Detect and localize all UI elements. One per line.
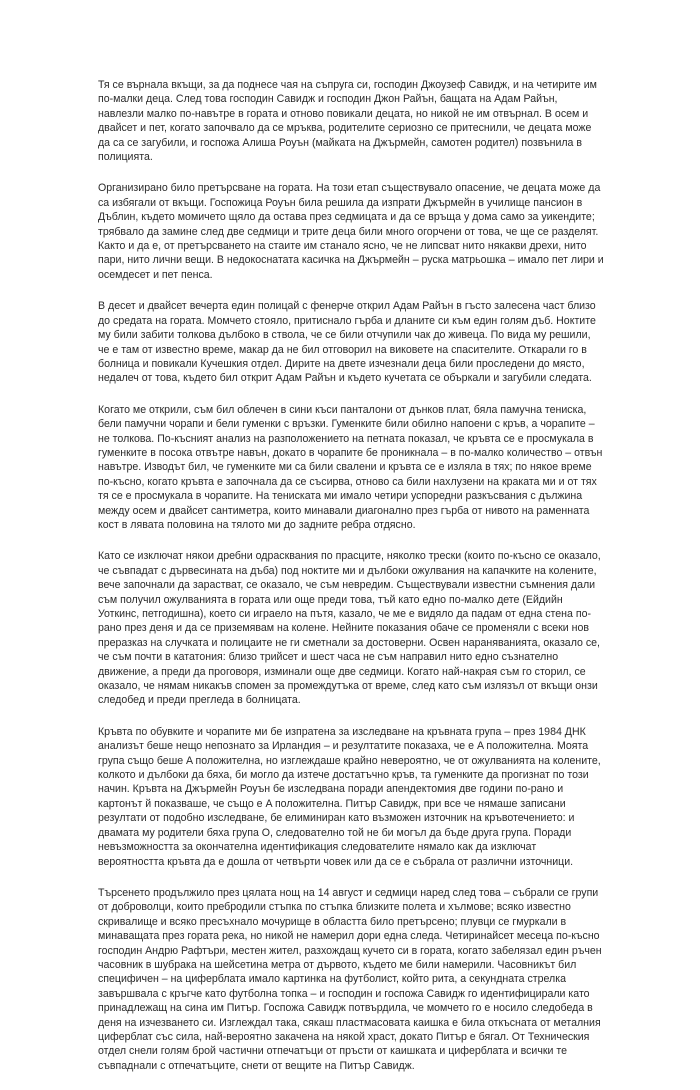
paragraph: Тя се върнала вкъщи, за да поднесе чая на съпруга си, господин Джоузеф Савидж, и на четирите им по-малки деца. След това господин Савидж и господин Джон Райън, бащата на Адам Райън, навлезли малко по-навътре в гората и отново повикали децата, но никой не им отвърнал. В осем и двайсет и пет, когато започвало да се мръква, родителите сериозно се притеснили, че децата може да са се загубили, и госпожа Алиша Роуън (майката на Джърмейн, самотен родител) позвънила в полицията. xyxy=(98,79,597,164)
paragraph: Когато ме открили, съм бил облечен в сини къси панталони от дънков плат, бяла памучна тениска, бели памучни чорапи и бели гуменки с връзки. Гуменките били обилно напоени с кръв, а чорапите – не толкова. По-късният анализ на разположението на петната показал, че кръвта се е просмукала в гуменките в посока отвътре навън, докато в чорапите бе проникнала – в по-малко количество – отвън навътре. Изводът бил, че гуменките ми са били свалени и кръвта се е изляла в тях; по някое време по-късно, когато кръвта е започнала да се съсирва, отново са били нахлузени на краката ми и от тях тя се е просмукала в чорапите. На тениската ми имало четири успоредни разкъсвания с дължина между осем и двайсет сантиметра, които минавали диагонално през гърба от нивото на раменната кост в лявата половина на тялото ми до задните ребра отдясно. xyxy=(98,403,603,531)
document-body xyxy=(98,78,604,1090)
paragraph: Като се изключат някои дребни одрасквания по прасците, няколко трески (които по-късно се оказало, че съвпадат с дървесината на дъба) под ноктите ми и дълбоки ожулвания на капачките на колените, вече започнали да зарастват, се оказало, че съм невредим. Съществували известни съмнения дали съм получил ожулванията в гората или още преди това, тъй като едно по-малко дете (Ейдийн Уоткинс, петгодишна), което си играело на пътя, казало, че ме е видяло да падам от една стена по-рано през деня и да се приземявам на колене. Нейните показания обаче се променяли с всеки нов преразказ на случката и полицаите не ги сметнали за достоверни. Освен нараняванията, оказало се, че съм почти в кататония: близо трийсет и шест часа не съм направил нито едно съзнателно движение, а преди да проговоря, изминали още две седмици. Когато най-накрая съм го сторил, се оказало, че нямам никакъв спомен за промеждутъка от време, след като съм излязъл от вкъщи онзи следобед и преди прегледа в болницата. xyxy=(98,550,601,707)
paragraph: Търсенето продължило през цялата нощ на 14 август и седмици наред след това – събрали се групи от доброволци, които пребродили стъпка по стъпка близките полета и хълмове; всяко известно скривалище и всяко пресъхнало мочурище в областта било претърсено; плувци се гмуркали в минаващата през гората река, но никой не намерил дори една следа. Четиринайсет месеца по-късно господин Андрю Рафтъри, местен жител, разхождащ кучето си в гората, когато забелязал един ръчен часовник в шубрака на шейсетина метра от дървото, където ме били намерили. Часовникът бил специфичен – на циферблата имало картинка на футболист, който рита, а секундната стрелка завършвала с кръгче като футболна топка – и господин и госпожа Савидж го идентифицирали като принадлежащ на сина им Питър. Госпожа Савидж потвърдила, че момчето го е носило следобеда в деня на изчезването си. Изглеждал така, сякаш пластмасовата каишка е била откъсната от металния циферблат със сила, най-вероятно закачена на някой храст, докато Питър е бягал. От Техническия отдел снели голям брой частични отпечатъци от пръсти от каишката и циферблата и всички те съвпаднали с отпечатъците, снети от вещите на Питър Савидж. xyxy=(98,886,602,1072)
paragraph: Кръвта по обувките и чорапите ми бе изпратена за изследване на кръвната група – през 1984 ДНК анализът беше нещо непознато за Ирландия – и резултатите показаха, че е A положителна. Моята група също беше A положителна, но изглеждаше крайно невероятно, че от ожулванията на колените, колкото и дълбоки да бяха, би могло да изтече достатъчно кръв, та гуменките да прогизнат по този начин. Кръвта на Джърмейн Роуън бе изследвана поради апендектомия две години по-рано и картонът й показваше, че също е A положителна. Питър Савидж, при все че нямаше записани резултати от подобно изследване, бе елиминиран като възможен източник на кръвотечението: и двамата му родители бяха група O, следователно той не би могъл да бъде друга група. Поради невъзможността за окончателна идентификация следователите нямало как да изключат вероятността кръвта да е дошла от четвърти човек или да се е събрала от различни източници. xyxy=(98,725,601,868)
paragraph: В десет и двайсет вечерта един полицай с фенерче открил Адам Райън в гъсто залесена част близо до средата на гората. Момчето стояло, притиснало гърба и дланите си към един голям дъб. Ноктите му били забити толкова дълбоко в ствола, че се били отчупили чак до живеца. По вида му решили, че е там от известно време, макар да не бил отговорил на виковете на спасителите. Откарали го в болница и повикали Кучешкия отдел. Дирите на двете изчезнали деца били проследени до място, недалеч от това, където бил открит Адам Райън и където кучетата се объркали и загубили следата. xyxy=(98,300,596,385)
paragraph: Организирано било претърсване на гората. На този етап съществувало опасение, че децата може да са избягали от вкъщи. Госпожица Роуън била решила да изпрати Джърмейн в училище пансион в Дъблин, където момичето щяло да остава през седмицата и да се връща у дома само за уикендите; трябвало да замине след две седмици и трите деца били много огорчени от това, че ще се разделят. Както и да е, от претърсването на стаите им станало ясно, че не липсват нито някакви дрехи, нито пари, нито лични вещи. В недокоснатата касичка на Джърмейн – руска матрьошка – имало пет лири и осемдесет и пет пенса. xyxy=(98,182,604,281)
